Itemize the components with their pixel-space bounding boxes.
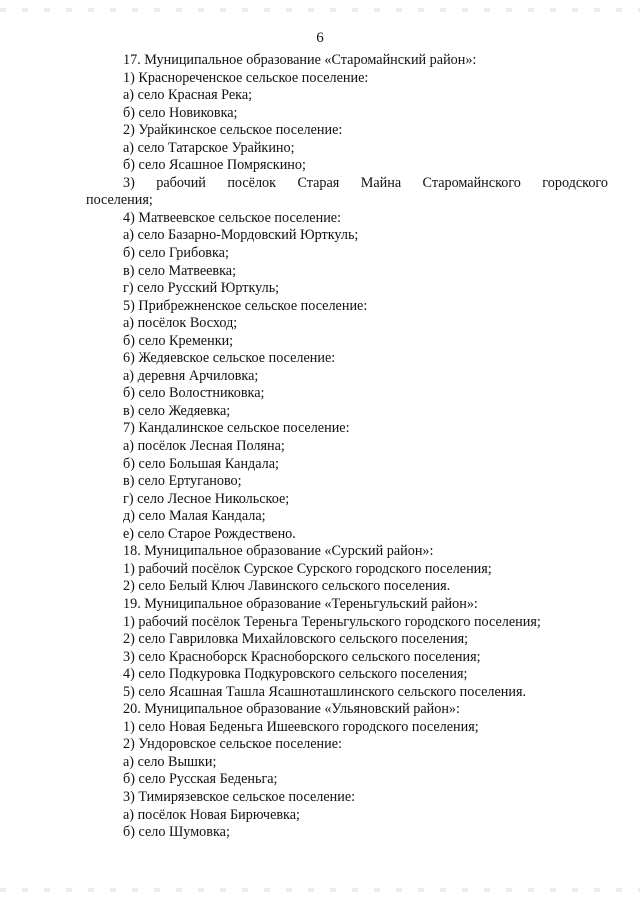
document-line: 3) рабочий посёлок Старая Майна Старомайнского городского — [123, 174, 608, 191]
document-line: 19. Муниципальное образование «Тереньгульский район»: — [123, 595, 478, 612]
document-line: б) село Ясашное Помряскино; — [123, 157, 306, 174]
document-line: а) село Красная Река; — [123, 87, 253, 104]
document-line: 1) Краснореченское сельское поселение: — [123, 69, 369, 86]
document-line: 1) рабочий посёлок Тереньга Тереньгульского городского поселения; — [123, 613, 541, 630]
document-line: а) посёлок Лесная Поляна; — [123, 438, 285, 455]
document-line: б) село Волостниковка; — [123, 385, 265, 402]
document-line: б) село Шумовка; — [123, 824, 230, 841]
document-line: б) село Грибовка; — [123, 245, 229, 262]
document-line: 4) Матвеевское сельское поселение: — [123, 209, 342, 226]
document-line: 17. Муниципальное образование «Старомайнский район»: — [123, 52, 477, 68]
document-line: е) село Старое Рождествено. — [123, 525, 296, 542]
document-line: д) село Малая Кандала; — [123, 508, 266, 525]
document-line: а) село Базарно-Мордовский Юрткуль; — [123, 227, 359, 244]
document-line: 4) село Подкуровка Подкуровского сельского поселения; — [123, 666, 468, 683]
document-line: б) село Новиковка; — [123, 104, 238, 121]
document-line: 2) село Белый Ключ Лавинского сельского поселения. — [123, 578, 451, 595]
document-line: 3) Тимирязевское сельское поселение: — [123, 788, 356, 805]
document-line: поселения; — [86, 192, 153, 209]
document-line: 2) Ундоровское сельское поселение: — [123, 736, 342, 753]
document-line: 2) Урайкинское сельское поселение: — [123, 122, 343, 139]
document-line: а) село Татарское Урайкино; — [123, 139, 295, 156]
document-line: а) село Вышки; — [123, 753, 217, 770]
document-line: б) село Русская Беденьга; — [123, 771, 278, 788]
document-line: г) село Лесное Никольское; — [123, 490, 290, 507]
document-line: в) село Жедяевка; — [123, 402, 231, 419]
document-line: 3) село Красноборск Красноборского сельского поселения; — [123, 648, 481, 665]
scan-artifact-bottom — [0, 888, 640, 892]
document-line: 7) Кандалинское сельское поселение: — [123, 420, 350, 437]
document-line: 6) Жедяевское сельское поселение: — [123, 350, 336, 367]
document-line: 1) село Новая Беденьга Ишеевского городского поселения; — [123, 718, 479, 735]
document-line: в) село Ертуганово; — [123, 473, 242, 490]
document-line: 5) Прибрежненское сельское поселение: — [123, 297, 368, 314]
document-line: б) село Кременки; — [123, 332, 234, 349]
document-line: а) посёлок Новая Бирючевка; — [123, 806, 300, 823]
document-line: 1) рабочий посёлок Сурское Сурского городского поселения; — [123, 560, 492, 577]
scan-artifact-top — [0, 8, 640, 12]
document-line: 20. Муниципальное образование «Ульяновский район»: — [123, 701, 460, 718]
document-line: а) деревня Арчиловка; — [123, 367, 259, 384]
document-line: г) село Русский Юрткуль; — [123, 280, 280, 297]
document-line: в) село Матвеевка; — [123, 262, 237, 279]
page-number: 6 — [316, 30, 324, 46]
document-line: 5) село Ясашная Ташла Ясашноташлинского сельского поселения. — [123, 683, 527, 700]
document-line: 18. Муниципальное образование «Сурский район»: — [123, 543, 434, 560]
document-line: а) посёлок Восход; — [123, 315, 238, 332]
document-line: б) село Большая Кандала; — [123, 455, 280, 472]
document-line: 2) село Гавриловка Михайловского сельского поселения; — [123, 631, 469, 648]
document-body — [86, 52, 608, 842]
